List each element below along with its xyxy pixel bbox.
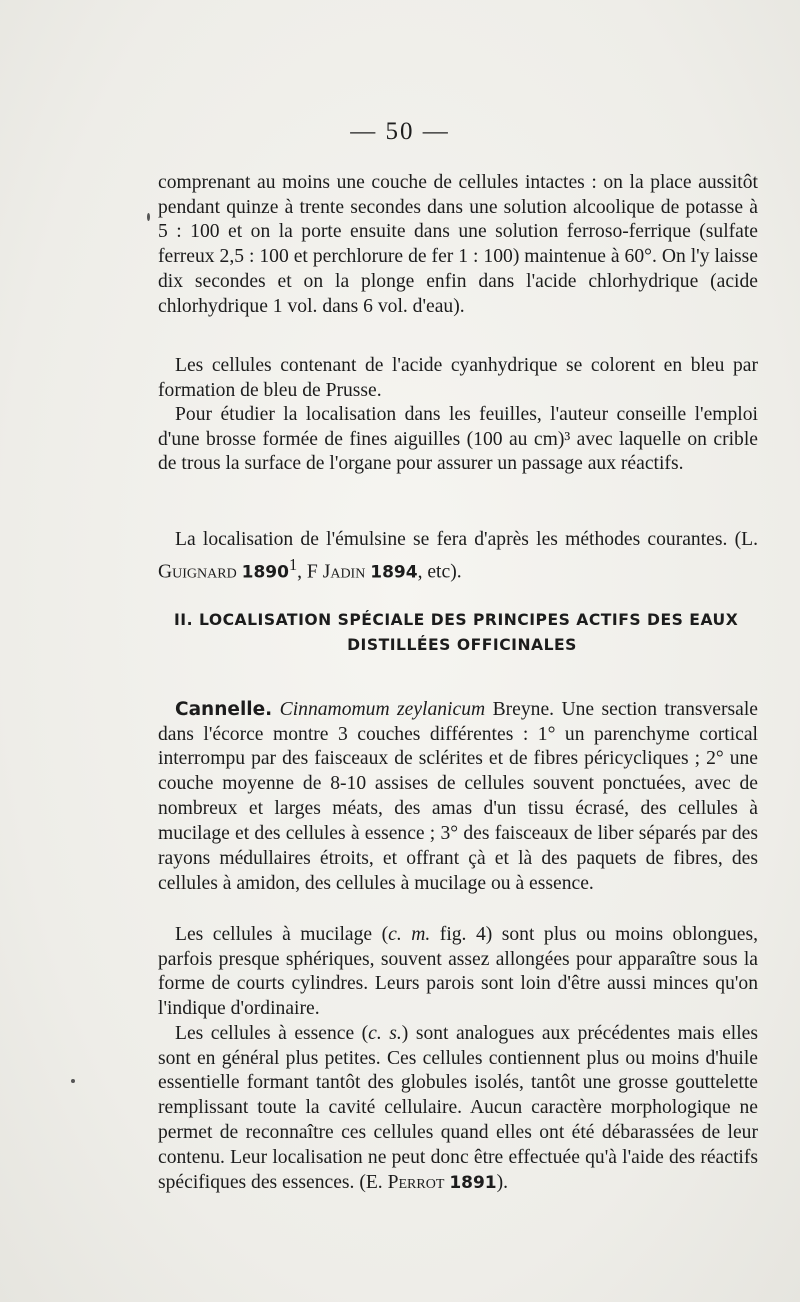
footnote-marker: 1	[288, 554, 298, 574]
author-perrot: Perrot	[387, 1172, 445, 1194]
emulsine-mid: , F	[297, 561, 323, 583]
paragraph-leaf-localisation: Pour étudier la localisation dans les feuilles, l'auteur conseille l'emploi d'une brosse formée de fines aiguilles (100 au cm)³ avec laquelle on crible de trous la surface de l'organe pour assurer un passage aux réactifs.	[158, 403, 758, 475]
emulsine-text: La localisation de l'émulsine se fera d'après les méthodes courantes. (L.	[175, 528, 758, 550]
paragraph-cannelle	[158, 698, 758, 897]
paragraph-emulsine	[158, 528, 758, 585]
section-heading-line2: DISTILLÉES OFFICINALES	[347, 636, 577, 654]
author-guignard: Guignard	[158, 561, 237, 583]
cannelle-title: Cannelle.	[175, 698, 273, 720]
section-heading	[174, 608, 744, 658]
author-jadin: Jadin	[322, 561, 366, 583]
margin-speck	[71, 1079, 75, 1083]
paragraph-mucilage-cells	[158, 923, 758, 1023]
mucilage-text-a: Les cellules à mucilage (	[175, 923, 389, 945]
mucilage-text-b: fig. 4) sont plus ou moins oblongues, parfois presque sphériques, souvent assez allongées pour apparaître sous la forme de courts cylindres. Leurs parois sont loin d'être aussi minces qu'on l'indique d'ordinaire.	[158, 923, 759, 1020]
margin-speck	[147, 213, 150, 221]
year-1890: 1890	[241, 562, 289, 583]
page-number: — 50 —	[350, 118, 450, 145]
mucilage-ref: c. m.	[388, 923, 431, 945]
paragraph-potash-method: comprenant au moins une couche de cellules intactes : on la place aussitôt pendant quinze à trente secondes dans une solution alcoolique de potasse à 5 : 100 et on la porte ensuite dans une solution ferroso-ferrique (sulfate ferreux 2,5 : 100 et perchlorure de fer 1 : 100) maintenue à 60°. On l'y laisse dix secondes et on la plonge enfin dans l'acide chlorhydrique (acide chlorhydrique 1 vol. dans 6 vol. d'eau).	[158, 171, 758, 318]
year-1894: 1894	[370, 562, 418, 583]
essence-text-b: ) sont analogues aux précédentes mais elles sont en général plus petites. Ces cellules contiennent plus ou moins d'huile essentielle formant tantôt des globules isolés, tantôt une grosse gouttelette remplissant toute la cavité cellulaire. Aucun caractère morphologique ne permet de reconnaître ces cellules quand elles ont été débarassées de leur contenu. Leur localisation ne peut donc être effectuée qu'à l'aide des réactifs spécifiques des essences. (E.	[158, 1022, 758, 1194]
essence-text-a: Les cellules à essence (	[175, 1022, 369, 1044]
paragraph-essence-cells	[158, 1022, 758, 1196]
essence-ref: c. s.	[368, 1022, 402, 1044]
section-heading-line1: II. LOCALISATION SPÉCIALE DES PRINCIPES ACTIFS DES EAUX	[174, 611, 739, 629]
species-name: Cinnamomum zeylanicum	[279, 698, 486, 720]
emulsine-end: , etc).	[417, 561, 462, 583]
year-1891: 1891	[449, 1173, 497, 1194]
essence-end: ).	[496, 1172, 509, 1194]
paragraph-prussian-blue: Les cellules contenant de l'acide cyanhydrique se colorent en bleu par formation de bleu de Prusse.	[158, 354, 758, 401]
cannelle-text: Breyne. Une section transversale dans l'écorce montre 3 couches différentes : 1° un parenchyme cortical interrompu par des faisceaux de sclérites et de fibres péricycliques ; 2° une couche moyenne de 8-10 assises de cellules souvent ponctuées, avec de nombreux et larges méats, des amas d'un tissu écrasé, des cellules à mucilage et des cellules à essence ; 3° des faisceaux de liber séparés par des rayons médullaires étroits, et offrant çà et là des paquets de fibres, des cellules à amidon, des cellules à mucilage ou à essence.	[158, 698, 758, 894]
